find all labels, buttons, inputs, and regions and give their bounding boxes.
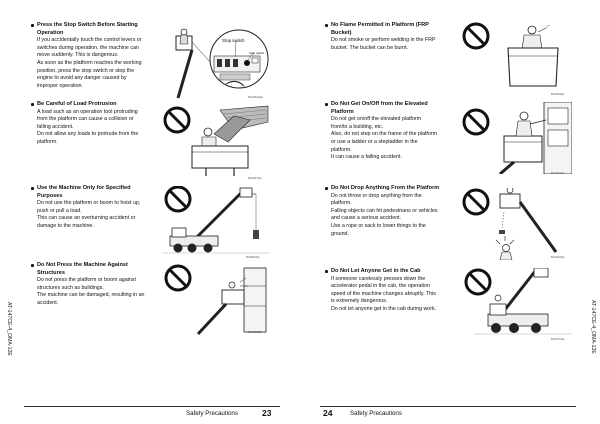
section-title: Do Not Get On/Off from the Elevated Platform [325, 101, 437, 116]
section-no-flame: No Flame Permitted in Platform (FRP Bucket) Do not smoke or perform welding in the FRP bucket. The bucket can be burnt. [325, 22, 436, 52]
get-on-off-illustration [460, 102, 572, 174]
section-get-on-off: Do Not Get On/Off from the Elevated Platform Do not get on/off the elevated platform from/to a building, etc. Also, do not step on the frame of the platform or use a ladder or a stepladder in the platform. It can cause a falling accident. [325, 101, 437, 162]
section-drop-anything: Do Not Drop Anything From the Platform Do not throw or drop anything from the platform. Falling objects can hit pedestrians or vehicles and cause a serious accident. Use a rope or sack to lower things to the ground. [325, 185, 439, 238]
footer-rule [320, 406, 576, 407]
section-title: Use the Machine Only for Specified Purposes [31, 185, 140, 200]
load-protrusion-illustration [162, 104, 270, 176]
press-structure-illustration [162, 264, 270, 336]
footer-title: Safety Precautions [350, 410, 402, 417]
section-stop-switch: Press the Stop Switch Before Starting Operation If you accidentally touch the control levers or switches during operation, the machine can move suddenly. This is dangerous. As soon as the platform reaches the working position, press the stop switch or stop the engine to avoid any danger caused by improper operation. [31, 22, 142, 90]
section-title: Do Not Drop Anything From the Platform [325, 185, 439, 193]
figure-code: BL6047(E) [551, 171, 565, 175]
section-title: Press the Stop Switch Before Starting Operation [31, 22, 142, 37]
document-code-left: AT-147CE-4_OMA-12E [6, 302, 12, 356]
drop-object-illustration [460, 188, 572, 260]
hoisting-illustration [162, 186, 270, 258]
footer-rule [24, 406, 280, 407]
section-specified-purposes: Use the Machine Only for Specified Purposes Do not use the platform or boom to hoist up, push or pull a load. This can cause an overturning accident or damage to the machine. [31, 185, 140, 231]
section-title: No Flame Permitted in Platform (FRP Bucket) [325, 22, 436, 37]
section-press-structures: Do Not Press the Machine Against Structures Do not press the platform or boom against structures such as buildings. The machine can be damaged, resulting in an accident. [31, 262, 144, 308]
figure-code: BL6064s(E) [248, 95, 263, 99]
section-title: Be Careful of Load Protrusion [31, 101, 138, 109]
right-page [300, 0, 600, 424]
figure-code: BL6022(E) [551, 255, 565, 259]
cab-illustration [460, 268, 572, 340]
figure-code: BL6062(E) [246, 255, 260, 259]
section-title: Do Not Press the Machine Against Structures [31, 262, 144, 277]
document-code-right: AT-147CE-4_OMA-12E [590, 300, 596, 354]
figure-code: BL6063(E) [248, 330, 262, 334]
figure-code: BL6007(E) [248, 176, 262, 180]
section-load-protrusion: Be Careful of Load Protrusion A load such as an operation tool protruding from the platform can cause a collision or falling accident. Do not allow any loads to protrude from the platform. [31, 101, 138, 147]
section-cab: Do Not Let Anyone Get in the Cab If someone carelessly presses down the accelerator pedal in the cab, the operation speed of the machine changes abruptly. This is extremely dangerous. Do not let anyone get in the cab during work. [325, 268, 436, 314]
stop-switch-callout: Stop switch [222, 38, 245, 43]
footer-title: Safety Precautions [186, 410, 238, 417]
figure-code: BL6009(E) [551, 92, 565, 96]
page-number: 24 [323, 408, 333, 418]
page-number: 23 [262, 408, 272, 418]
section-title: Do Not Let Anyone Get in the Cab [325, 268, 436, 276]
figure-code: BL6071(E) [551, 337, 565, 341]
stop-switch-illustration [170, 22, 270, 100]
no-flame-illustration [460, 20, 570, 94]
stop-switch-callout-small: Stop switch [249, 51, 265, 55]
